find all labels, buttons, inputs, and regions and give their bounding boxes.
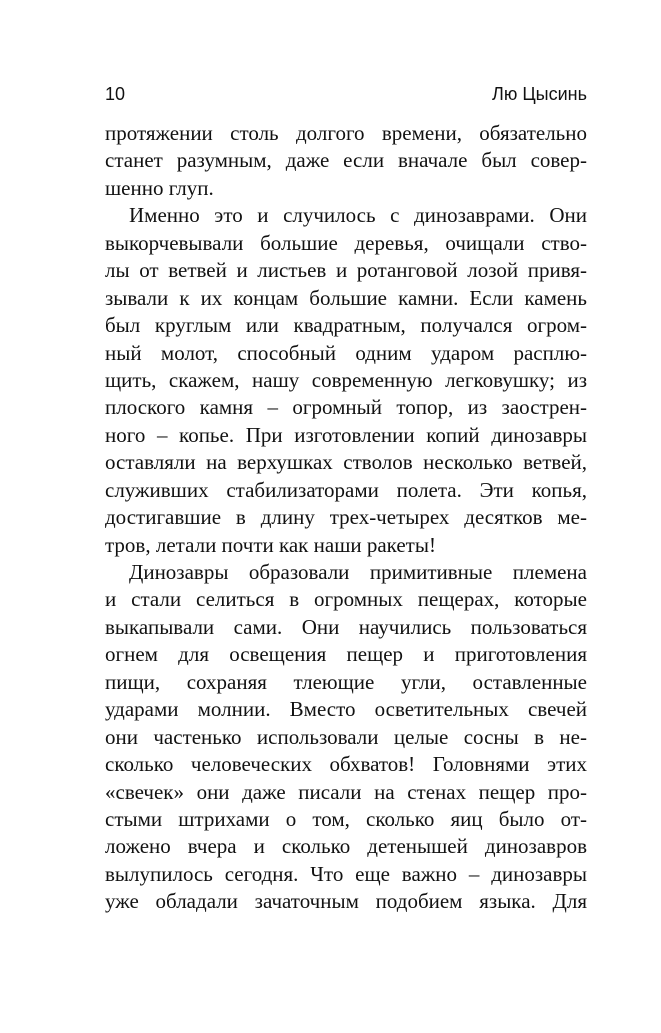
text-line: пищи, сохраняя тлеющие угли, оставленные [105, 669, 587, 694]
text-line: выкорчевывали большие деревья, очищали ство- [105, 230, 587, 255]
text-line: щить, скажем, нашу современную легковушку; из [105, 367, 587, 392]
text-line: ударами молнии. Вместо осветительных свечей [105, 697, 587, 722]
text-line: ложено вчера и сколько детенышей динозавров [105, 834, 587, 859]
text-line: достигавшие в длину трех-четырех десятков ме- [105, 505, 587, 530]
text-line: Динозавры образовали примитивные племена [129, 560, 587, 584]
text-line: станет разумным, даже если вначале был совер- [105, 148, 587, 173]
text-line: плоского камня – огромный топор, из заострен- [105, 395, 587, 420]
text-line: был круглым или квадратным, получался огром- [105, 313, 587, 338]
text-line: и стали селиться в огромных пещерах, которые [105, 587, 587, 612]
text-line: уже обладали зачаточным подобием языка. Для [105, 889, 587, 914]
text-line: стыми штрихами о том, сколько яиц было от- [105, 806, 587, 831]
page-number: 10 [105, 84, 126, 104]
text-line: протяжении столь долгого времени, обязательно [105, 121, 587, 145]
text-line: оставляли на верхушках стволов несколько ветвей, [105, 450, 587, 475]
text-line: ного – копье. При изготовлении копий динозавры [105, 422, 587, 447]
text-line: тров, летали почти как наши ракеты! [105, 532, 436, 557]
body-text [105, 120, 587, 916]
text-line: «свечек» они даже писали на стенах пещер про- [105, 779, 587, 804]
text-line: огнем для освещения пещер и приготовления [105, 642, 587, 667]
page-header [105, 84, 587, 110]
text-line: зывали к их концам большие камни. Если камень [105, 285, 587, 310]
text-line: сколько человеческих обхватов! Головнями этих [105, 752, 587, 777]
text-line: лы от ветвей и листьев и ротанговой лозой привя- [105, 258, 587, 283]
text-line: шенно глуп. [105, 175, 214, 200]
text-line: вылупилось сегодня. Что еще важно – динозавры [105, 861, 587, 886]
text-line: служивших стабилизаторами полета. Эти копья, [105, 477, 587, 502]
text-line: Именно это и случилось с динозаврами. Они [129, 203, 587, 228]
running-head: Лю Цысинь [492, 84, 587, 104]
text-line: они частенько использовали целые сосны в не- [105, 724, 587, 749]
text-line: выкапывали сами. Они научились пользоваться [105, 614, 587, 639]
text-line: ный молот, способный одним ударом расплю- [105, 340, 587, 365]
